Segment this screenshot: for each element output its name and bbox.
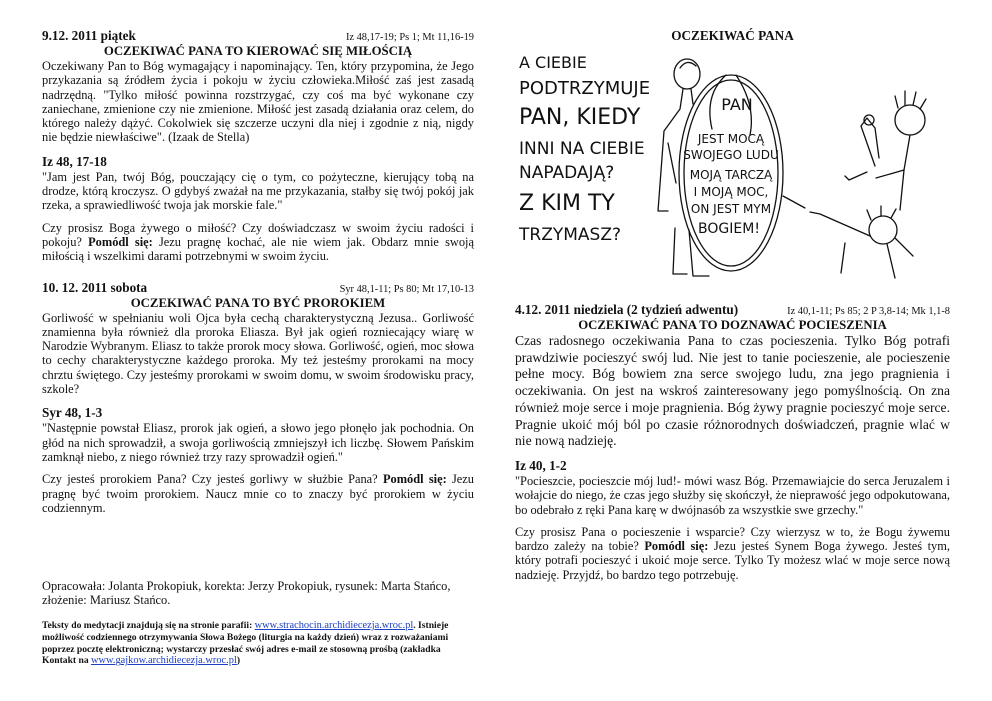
reading-references: Iz 40,1-11; Ps 85; 2 P 3,8-14; Mk 1,1-8: [787, 306, 950, 317]
question: Czy prosisz Boga żywego o miłość? Czy doświadczasz w swoim życiu radości i pokoju?: [42, 220, 474, 249]
contact-link[interactable]: www.gajkow.archidiecezja.wroc.pl: [91, 655, 237, 667]
handwritten-question: [518, 53, 650, 245]
verse-heading: Syr 48, 1-3: [42, 405, 103, 421]
reading-title: OCZEKIWAĆ PANA TO DOZNAWAĆ POCIESZENIA: [578, 318, 887, 332]
verse-heading: Iz 40, 1-2: [515, 457, 567, 473]
cartoon-drawing: [515, 48, 950, 288]
hand-text-line: INNI NA CIEBIE: [519, 139, 645, 159]
hand-text-line: PODTRZYMUJE: [519, 78, 651, 99]
page-heading: OCZEKIWAĆ PANA: [671, 28, 794, 43]
reflection-text: Gorliwość w spełnianiu woli Ojca była cechą charakterystyczną Jezusa.. Gorliwość znamienna była również dla proroka Eliasza. Był jak ogień rozniecający wiarę w Narodzie Wybranym. Eliasz to także prorok mocy słowa. Gorliwość, ogień, moc słowa to cechy charakterystyczne każdego proroka. My też jesteśmy prorokami na mocy chrztu świętego. Czy jesteśmy prorokami w swoim domu, w swoim środowisku pracy, szkole?: [42, 310, 474, 397]
verse-heading: Iz 48, 17-18: [42, 153, 107, 169]
pray-label: Pomódl się:: [382, 472, 447, 487]
prayer: Jezu pragnę kochać, ale nie wiem jak. Obdarz mnie swoją miłością i wszelkimi darami potrzebnymi w swoim życiu.: [42, 234, 474, 264]
footer-note: [42, 620, 474, 667]
shield-text: [683, 95, 779, 237]
attacker-top: [861, 91, 926, 210]
hand-text-line: A CIEBIE: [519, 53, 587, 72]
question-text: [515, 525, 950, 582]
prayer: Jezu pragnę być twoim prorokiem. Naucz mnie co to znaczy być prorokiem w życiu codziennym.: [42, 472, 474, 515]
reading-header-dec9: [42, 28, 474, 44]
reading-date: 10. 12. 2011 sobota: [42, 279, 148, 295]
shield-text-line: PAN: [721, 95, 753, 114]
verse-text: "Następnie powstał Eliasz, prorok jak ogień, a słowo jego płonęło jak pochodnia. On głód na nich sprowadził, a swoja gorliwością zmniejszył ich liczbę. Słowem Pańskim zamknął niebo, z niego również trzy razy sprowadził ogień.": [42, 421, 474, 464]
reading-title: OCZEKIWAĆ PANA TO BYĆ PROROKIEM: [130, 295, 386, 310]
footer-text: Teksty do medytacji znajdują się na stronie parafii:: [42, 620, 255, 631]
parish-link[interactable]: www.strachocin.archidiecezja.wroc.pl: [254, 620, 414, 631]
footer-text: . Istnieje możliwość codziennego otrzymywania Słowa Bożego (liturgia na każdy dzień) wraz z rozważaniami poprzez pocztę elektroniczną; wystarczy przesłać swój adres e-mail ze stosowną prośbą (zakładka Kontakt na: [42, 620, 449, 667]
reading-date: 4.12. 2011 niedziela (2 tydzień adwentu): [515, 302, 739, 317]
shield-text-line: I MOJĄ MOC,: [693, 185, 769, 199]
shield-text-line: SWOJEGO LUDU: [683, 148, 779, 162]
pray-label: Pomódl się:: [644, 539, 709, 554]
verse-text: "Jam jest Pan, twój Bóg, pouczający cię o tym, co pożyteczne, kierujący tobą na drodze, którą kroczysz. O gdybyś zważał na me przykazania, stałby się twój pokój jak rzeka, a sprawiedliwość twoja jak morskie fale.": [42, 169, 474, 213]
shield-text-line: MOJĄ TARCZĄ: [689, 168, 773, 182]
hand-text-line: NAPADAJĄ?: [519, 163, 615, 183]
shield-text-line: JEST MOCĄ: [697, 132, 765, 146]
reading-references: Syr 48,1-11; Ps 80; Mt 17,10-13: [339, 283, 474, 295]
question: Czy jesteś prorokiem Pana? Czy jesteś gorliwy w służbie Pana?: [42, 472, 383, 487]
question-text: [42, 472, 474, 515]
pray-label: Pomódl się:: [88, 234, 153, 249]
shield-text-line: BOGIEM!: [698, 221, 760, 237]
hand-text-line: PAN, KIEDY: [519, 105, 641, 130]
reading-header-dec4: [515, 302, 950, 318]
attacker-arm: [845, 172, 867, 180]
left-column: [42, 0, 474, 515]
hand-text-line: Z KIM TY: [519, 191, 615, 216]
reflection-text: Czas radosnego oczekiwania Pana to czas pocieszenia. Tylko Bóg potrafi prawdziwie pocieszyć swój lud. Nie jest to tanie pocieszenie, ale pocieszenie pełne mocy. Bóg bowiem zna serce swojego ludu, zna jego pragnienia i oczekiwania. On jest na wskroś zainteresowany jego pomyślnością. On zna również moje serce i moje pragnienia. Bóg żywy pragnie pocieszyć moje serce. Pragnie ukoić mój ból po czasie różnorodnych doświadczeń, pragnie wlać w nie nową nadzieję.: [515, 333, 950, 449]
reading-title: OCZEKIWAĆ PANA TO KIEROWAĆ SIĘ MIŁOŚCIĄ: [103, 44, 413, 58]
reading-header-dec10: [42, 280, 474, 296]
shield-text-line: ON JEST MYM: [690, 202, 772, 216]
right-column: [515, 0, 950, 582]
question: Czy prosisz Pana o pocieszenie i wsparcie? Czy wierzysz w to, że Bogu żywemu bardzo zależy na tobie?: [515, 524, 950, 554]
prayer: Jezu jesteś Synem Boga żywego. Jesteś tym, który potrafi pocieszyć i ukoić moje serce. Tylko Ty możesz wlać w moje serce nową nadzieję. Przyjdź, bo bardzo tego potrzebuję.: [515, 539, 950, 582]
attacker-bottom: [783, 196, 913, 278]
question-text: [42, 221, 474, 264]
reading-references: Iz 48,17-19; Ps 1; Mt 11,16-19: [345, 32, 474, 43]
footer-text: ): [236, 655, 241, 667]
hand-text-line: TRZYMASZ?: [519, 225, 621, 245]
reading-date: 9.12. 2011 piątek: [42, 28, 136, 43]
credits: Opracowała: Jolanta Prokopiuk, korekta: Jerzy Prokopiuk, rysunek: Marta Stańco, złożenie: Mariusz Stańco.: [42, 579, 451, 608]
verse-text: "Pocieszcie, pocieszcie mój lud!- mówi wasz Bóg. Przemawiajcie do serca Jeruzalem i wołajcie do niego, że czas jego służby się skończył, że nieprawość jego odpokutowana, bo odebrało z ręki Pana karę w dwójnasób za wszystkie swe grzechy.": [515, 473, 950, 517]
reflection-text: Oczekiwany Pan to Bóg wymagający i napominający. Ten, który przypomina, że Jego przykazania są źródłem życia i pokoju w życiu człowieka.Miłość zaś jest zasadą nadrzędną. "Tylko miłość powinna rozstrzygać, czy coś ma być wykonane czy zaniechane, zmienione czy nie zmienione. Miłość jest zasadą działania oraz celem, do którego należy dążyć. Cokolwiek się szczerze uczyni dla niej i zgodnie z nią, nigdy nie będzie niewłaściwe". (Izaak de Stella): [42, 59, 474, 145]
